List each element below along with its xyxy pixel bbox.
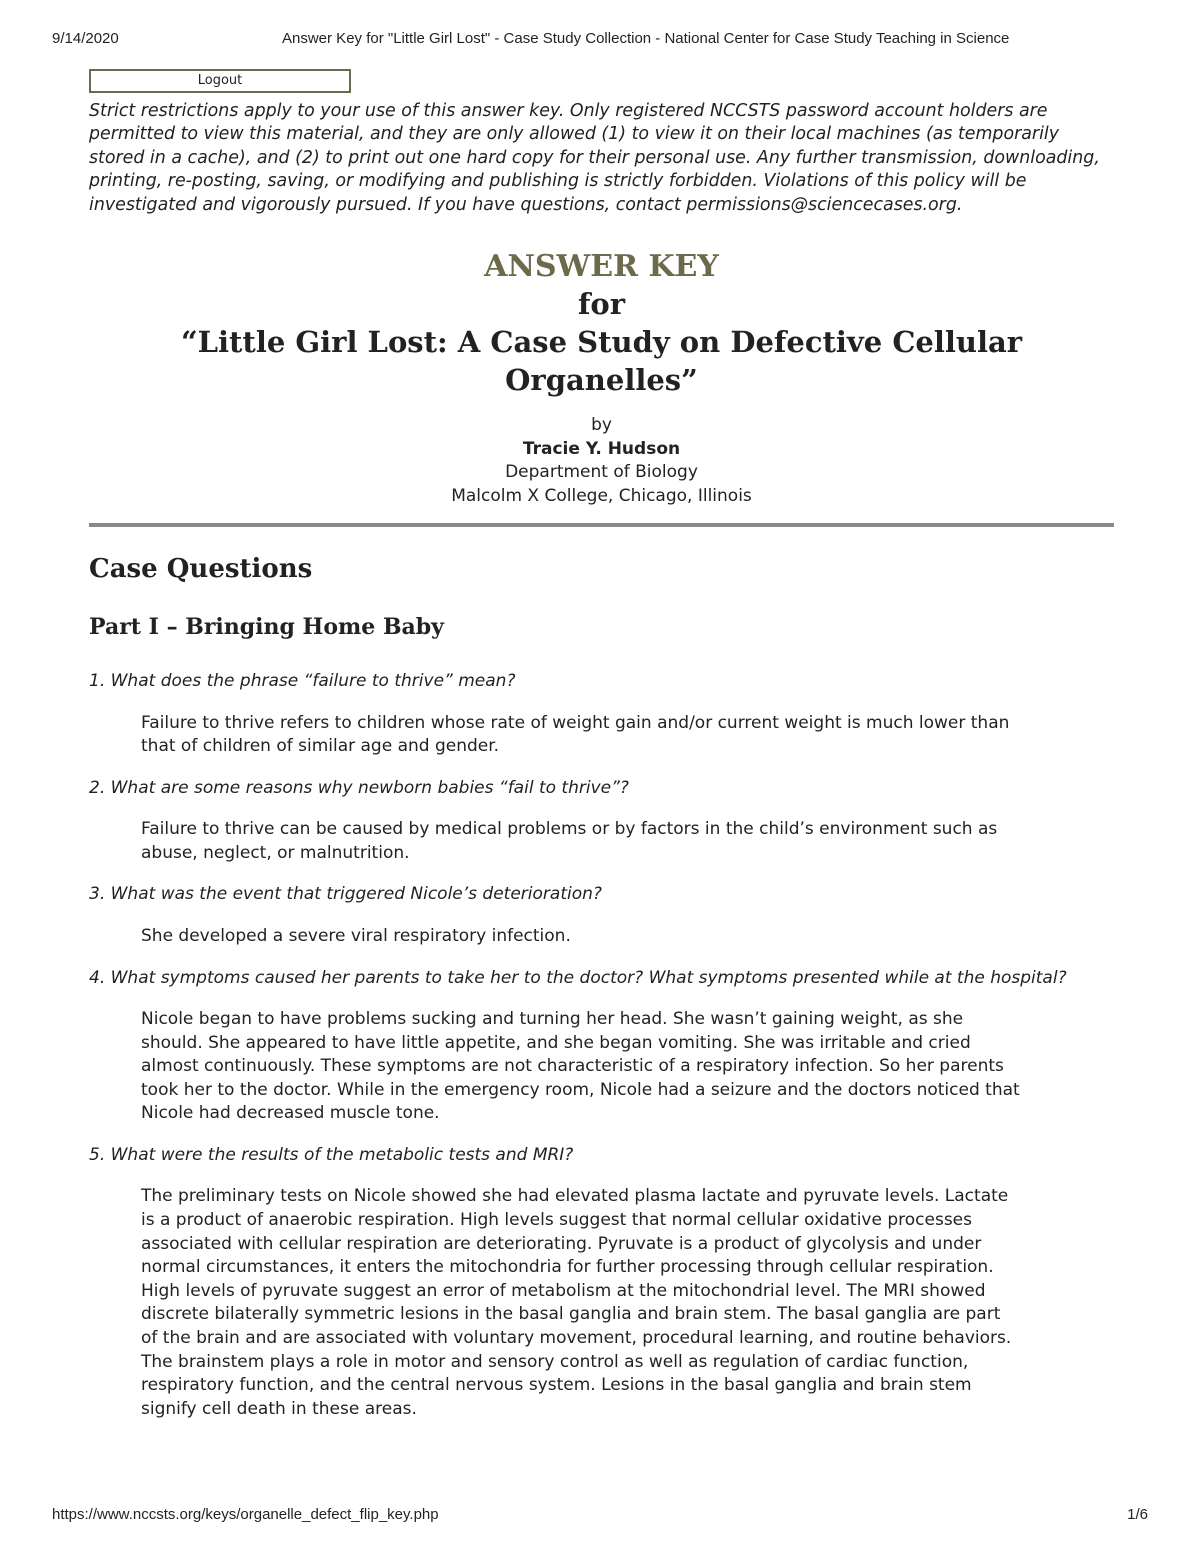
question-text: 5. What were the results of the metabolic tests and MRI?: [89, 1144, 574, 1165]
title-block: [89, 249, 1114, 508]
answer-key-heading: ANSWER KEY: [484, 249, 719, 285]
divider: [89, 523, 1114, 527]
question-text: 2. What are some reasons why newborn babies “fail to thrive”?: [89, 777, 629, 798]
question-text: 1. What does the phrase “failure to thrive” mean?: [89, 671, 516, 692]
print-header: [52, 30, 1148, 50]
question-item: [89, 1144, 1114, 1421]
page-number: 1/6: [1127, 1506, 1148, 1523]
question-text: 4. What symptoms caused her parents to take her to the doctor? What symptoms presented while at the hospital?: [89, 967, 1067, 988]
logout-button[interactable]: Logout: [89, 69, 351, 93]
main-content: [89, 100, 1114, 1439]
case-title-line1: “Little Girl Lost: A Case Study on Defective Cellular: [180, 325, 1023, 360]
title-for: for: [577, 287, 626, 322]
author-department: Department of Biology: [505, 462, 698, 483]
author-college: Malcolm X College, Chicago, Illinois: [451, 485, 752, 506]
part-title: Part I – Bringing Home Baby: [89, 614, 444, 641]
print-page-title: Answer Key for "Little Girl Lost" - Case Study Collection - National Center for Case Study Teaching in Science: [282, 30, 1010, 47]
answer-text: The preliminary tests on Nicole showed she had elevated plasma lactate and pyruvate levels. Lactate is a product of anaerobic respiration. High levels suggest that normal cellular oxidative processes associated with cellular respiration are deteriorating. Pyruvate is a product of glycolysis and under normal circumstances, it enters the mitochondria for further processing through cellular respiration. High levels of pyruvate suggest an error of metabolism at the mitochondrial level. The MRI showed discrete bilaterally symmetric lesions in the basal ganglia and brain stem. The basal ganglia are part of the brain and are associated with voluntary movement, procedural learning, and routine behaviors. The brainstem plays a role in motor and sensory control as well as regulation of cardiac function, respiratory function, and the central nervous system. Lesions in the basal ganglia and brain stem signify cell death in these areas.: [141, 1186, 1012, 1419]
print-date: 9/14/2020: [52, 30, 119, 47]
restrictions-notice: Strict restrictions apply to your use of this answer key. Only registered NCCSTS password account holders are permitted to view this material, and they are only allowed (1) to view it on their local machines (as temporarily stored in a cache), and (2) to print out one hard copy for their personal use. Any further transmission, downloading, printing, re-posting, saving, or modifying and publishing is strictly forbidden. Violations of this policy will be investigated and vigorously pursued. If you have questions, contact permissions@sciencecases.org.: [89, 101, 1100, 215]
print-url: https://www.nccsts.org/keys/organelle_defect_flip_key.php: [52, 1506, 439, 1523]
answer-text: Nicole began to have problems sucking and turning her head. She wasn’t gaining weight, as she should. She appeared to have little appetite, and she began vomiting. She was irritable and cried almost continuously. These symptoms are not characteristic of a respiratory infection. So her parents took her to the doctor. While in the emergency room, Nicole had a seizure and the doctors noticed that Nicole had decreased muscle tone.: [141, 1009, 1020, 1124]
question-item: [89, 777, 1114, 866]
question-item: [89, 883, 1114, 948]
byline-by: by: [591, 415, 612, 436]
print-footer: [52, 1506, 1148, 1526]
question-item: [89, 967, 1114, 1126]
question-text: 3. What was the event that triggered Nicole’s deterioration?: [89, 884, 602, 905]
answer-text: She developed a severe viral respiratory infection.: [141, 925, 571, 946]
author-name: Tracie Y. Hudson: [522, 438, 681, 459]
question-list: [89, 670, 1114, 1421]
answer-text: Failure to thrive refers to children whose rate of weight gain and/or current weight is much lower than that of children of similar age and gender.: [141, 712, 1010, 757]
byline: [89, 414, 1114, 508]
section-title: Case Questions: [89, 554, 313, 585]
case-title-line2: Organelles”: [505, 363, 698, 398]
answer-text: Failure to thrive can be caused by medical problems or by factors in the child’s environment such as abuse, neglect, or malnutrition.: [141, 819, 998, 863]
question-item: [89, 670, 1114, 759]
